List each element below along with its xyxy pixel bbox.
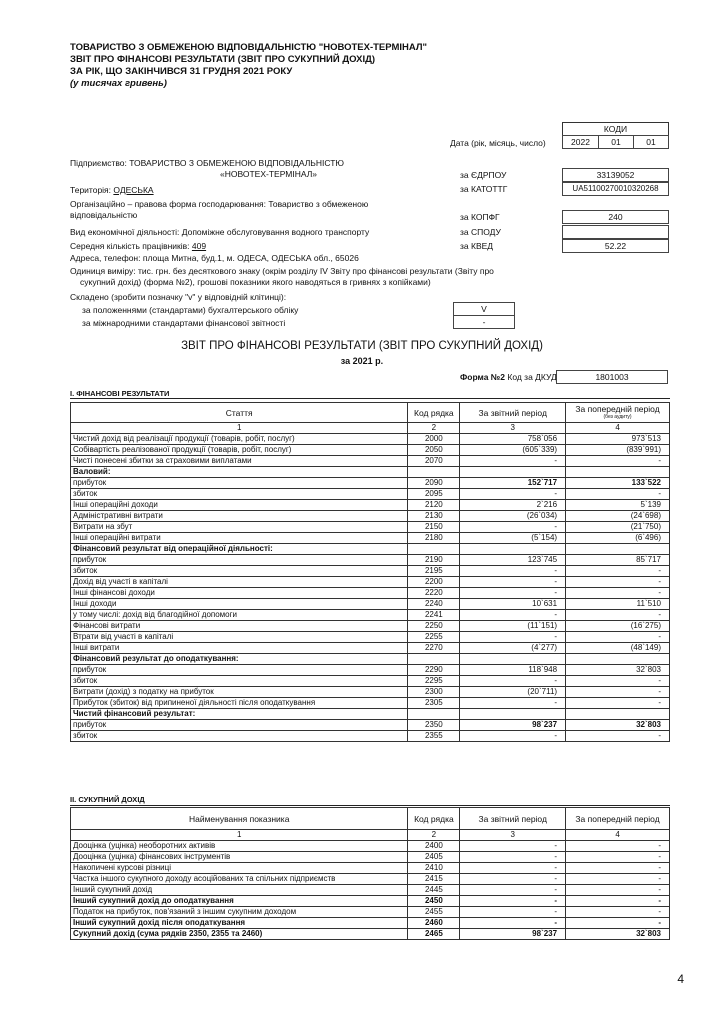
table-row	[71, 621, 670, 632]
spodu-label: за СПОДУ	[460, 227, 501, 237]
table-row	[71, 709, 670, 720]
row-previous-value: (48`149)	[566, 643, 670, 654]
unit-line	[70, 266, 494, 287]
territory-label: Територія:	[70, 185, 114, 195]
row-code: 2450	[408, 896, 460, 907]
table-row	[71, 522, 670, 533]
row-label: Прибуток (збиток) від припиненої діяльності після оподаткування	[71, 698, 408, 709]
table-row	[71, 577, 670, 588]
row-previous-value: -	[566, 852, 670, 863]
row-current-value: (26`034)	[460, 511, 566, 522]
row-label: прибуток	[71, 555, 408, 566]
row-label: Витрати (дохід) з податку на прибуток	[71, 687, 408, 698]
date-label: Дата (рік, місяць, число)	[450, 138, 546, 148]
row-code: 2405	[408, 852, 460, 863]
col-number: 4	[566, 423, 670, 434]
row-label: Сукупний дохід (сума рядків 2350, 2355 та 2460)	[71, 929, 408, 940]
row-current-value: -	[460, 907, 566, 918]
table-row	[71, 654, 670, 665]
row-label: Інші операційні доходи	[71, 500, 408, 511]
comprehensive-income-table	[70, 807, 670, 940]
row-current-value: -	[460, 896, 566, 907]
row-previous-value: -	[566, 874, 670, 885]
row-previous-value: -	[566, 918, 670, 929]
row-current-value: 758`056	[460, 434, 566, 445]
row-previous-value: -	[566, 566, 670, 577]
col-number: 1	[71, 423, 408, 434]
row-code	[408, 467, 460, 478]
row-label: Інші фінансові доходи	[71, 588, 408, 599]
header-company: ТОВАРИСТВО З ОБМЕЖЕНОЮ ВІДПОВІДАЛЬНІСТЮ "НОВОТЕХ-ТЕРМІНАЛ"	[70, 42, 428, 53]
row-label: Інший сукупний дохід до оподаткування	[71, 896, 408, 907]
row-code: 2250	[408, 621, 460, 632]
katottg-code: UA51100270010320268	[562, 182, 669, 196]
header-report-title: ЗВІТ ПРО ФІНАНСОВІ РЕЗУЛЬТАТИ (ЗВІТ ПРО СУКУПНИЙ ДОХІД)	[70, 54, 376, 65]
row-code: 2410	[408, 863, 460, 874]
table-row	[71, 478, 670, 489]
row-label: збиток	[71, 489, 408, 500]
row-previous-value	[566, 709, 670, 720]
table-row	[71, 896, 670, 907]
financial-results-table	[70, 402, 670, 742]
table-row	[71, 852, 670, 863]
row-code: 2455	[408, 907, 460, 918]
col-header-code: Код рядка	[408, 808, 460, 830]
row-code: 2180	[408, 533, 460, 544]
employees-line	[70, 241, 206, 252]
row-previous-value: -	[566, 907, 670, 918]
kved-code: 52.22	[562, 239, 669, 253]
row-label: Інший сукупний дохід	[71, 885, 408, 896]
row-current-value: -	[460, 577, 566, 588]
form-label	[460, 372, 557, 382]
row-code: 2460	[408, 918, 460, 929]
row-previous-value: -	[566, 885, 670, 896]
table-row	[71, 643, 670, 654]
col-header-previous-label: За попередній період	[575, 404, 660, 414]
table-row	[71, 676, 670, 687]
row-previous-value: 32`803	[566, 665, 670, 676]
row-current-value: 10`631	[460, 599, 566, 610]
header-units: (у тисячах гривень)	[70, 78, 167, 89]
row-label: Фінансовий результат від операційної діяльності:	[71, 544, 408, 555]
row-previous-value: -	[566, 841, 670, 852]
form-number: Форма №2	[460, 372, 505, 382]
row-current-value: (605`339)	[460, 445, 566, 456]
table-row	[71, 500, 670, 511]
col-header-code: Код рядка	[408, 403, 460, 423]
row-code: 2120	[408, 500, 460, 511]
table-row	[71, 687, 670, 698]
row-label: Інший сукупний дохід після оподаткування	[71, 918, 408, 929]
row-current-value	[460, 709, 566, 720]
col-header-current: За звітний період	[460, 403, 566, 423]
table-row	[71, 511, 670, 522]
row-label: Фінансові витрати	[71, 621, 408, 632]
row-previous-value: (6`496)	[566, 533, 670, 544]
row-current-value: (4`277)	[460, 643, 566, 654]
row-code: 2415	[408, 874, 460, 885]
row-previous-value: -	[566, 588, 670, 599]
table-row	[71, 907, 670, 918]
row-current-value: -	[460, 632, 566, 643]
enterprise-name-2: «НОВОТЕХ-ТЕРМІНАЛ»	[220, 168, 318, 179]
row-current-value: 98`237	[460, 929, 566, 940]
row-label: Чистий дохід від реалізації продукції (товарів, робіт, послуг)	[71, 434, 408, 445]
territory-value: ОДЕСЬКА	[113, 185, 154, 195]
row-label: Фінансовий результат до оподаткування:	[71, 654, 408, 665]
document-header	[70, 42, 427, 90]
col-number: 2	[408, 423, 460, 434]
codes-title: КОДИ	[562, 122, 669, 136]
row-current-value: -	[460, 731, 566, 742]
row-code: 2240	[408, 599, 460, 610]
row-current-value: -	[460, 566, 566, 577]
table-row	[71, 929, 670, 940]
form-dkud-label: Код за ДКУД	[505, 372, 557, 382]
national-standards: за положеннями (стандартами) бухгалтерського обліку	[82, 305, 299, 315]
row-label: Накопичені курсові різниці	[71, 863, 408, 874]
row-code: 2195	[408, 566, 460, 577]
row-current-value: -	[460, 885, 566, 896]
row-current-value: 123`745	[460, 555, 566, 566]
org-form: Організаційно – правова форма господарювання: Товариство з обмеженою	[70, 199, 369, 209]
col-header-previous	[566, 403, 670, 423]
kved-label: за КВЕД	[460, 241, 494, 251]
row-label: збиток	[71, 566, 408, 577]
unit-text: Одиниця виміру: тис. грн. без десяткового знаку (окрім розділу IV Звіту про фінансові результати (Звіту про	[70, 266, 494, 276]
row-current-value: -	[460, 841, 566, 852]
row-label: Чистий фінансовий результат:	[71, 709, 408, 720]
row-label: Чисті понесені збитки за страховими виплатами	[71, 456, 408, 467]
address-line: Адреса, телефон: площа Митна, буд.1, м. ОДЕСА, ОДЕСЬКА обл., 65026	[70, 253, 359, 263]
row-current-value: (20`711)	[460, 687, 566, 698]
row-previous-value: -	[566, 610, 670, 621]
table-row	[71, 863, 670, 874]
table-row	[71, 841, 670, 852]
row-label: збиток	[71, 676, 408, 687]
row-current-value: (11`151)	[460, 621, 566, 632]
row-label: Податок на прибуток, пов'язаний з іншим сукупним доходом	[71, 907, 408, 918]
row-label: Валовий:	[71, 467, 408, 478]
row-current-value: -	[460, 863, 566, 874]
col-number: 4	[566, 830, 670, 841]
activity-line: Вид економічної діяльності: Допоміжне обслуговування водного транспорту	[70, 227, 370, 237]
row-previous-value: 5`139	[566, 500, 670, 511]
spodu-code	[562, 225, 669, 239]
row-current-value: -	[460, 676, 566, 687]
row-code: 2290	[408, 665, 460, 676]
row-previous-value: 32`803	[566, 720, 670, 731]
row-current-value: -	[460, 698, 566, 709]
col-header-current: За звітний період	[460, 808, 566, 830]
row-previous-value: -	[566, 896, 670, 907]
row-previous-value	[566, 467, 670, 478]
row-current-value: 2`216	[460, 500, 566, 511]
table-row	[71, 610, 670, 621]
col-header-item: Стаття	[71, 403, 408, 423]
col-number: 3	[460, 830, 566, 841]
report-title: ЗВІТ ПРО ФІНАНСОВІ РЕЗУЛЬТАТИ (ЗВІТ ПРО СУКУПНИЙ ДОХІД)	[181, 340, 543, 352]
row-previous-value: (21`750)	[566, 522, 670, 533]
row-code: 2465	[408, 929, 460, 940]
col-header-previous-note: (без аудиту)	[603, 414, 632, 420]
table-row	[71, 731, 670, 742]
org-form-2: відповідальністю	[70, 209, 138, 220]
row-label: Дооцінка (уцінка) необоротних активів	[71, 841, 408, 852]
row-label: збиток	[71, 731, 408, 742]
row-previous-value: -	[566, 863, 670, 874]
international-standards-mark: -	[453, 315, 515, 329]
row-current-value	[460, 467, 566, 478]
row-label: Інші операційні витрати	[71, 533, 408, 544]
row-current-value: -	[460, 874, 566, 885]
date-year: 2022	[562, 135, 599, 149]
table-row	[71, 566, 670, 577]
row-current-value: -	[460, 918, 566, 929]
row-code: 2241	[408, 610, 460, 621]
kopfg-label: за КОПФГ	[460, 212, 500, 222]
row-previous-value: -	[566, 456, 670, 467]
row-code: 2255	[408, 632, 460, 643]
row-current-value: 98`237	[460, 720, 566, 731]
date-day: 01	[633, 135, 669, 149]
row-previous-value: (839`991)	[566, 445, 670, 456]
section1-divider	[70, 398, 670, 399]
edrpou-label: за ЄДРПОУ	[460, 170, 507, 180]
table-row	[71, 555, 670, 566]
row-previous-value	[566, 544, 670, 555]
employees-value: 409	[191, 241, 207, 251]
table-row	[71, 874, 670, 885]
row-current-value	[460, 654, 566, 665]
row-code: 2445	[408, 885, 460, 896]
row-code: 2200	[408, 577, 460, 588]
row-code	[408, 544, 460, 555]
row-label: Собівартість реалізованої продукції (товарів, робіт, послуг)	[71, 445, 408, 456]
table-row	[71, 720, 670, 731]
row-previous-value: -	[566, 489, 670, 500]
section2-divider	[70, 805, 670, 806]
header-period: ЗА РІК, ЩО ЗАКІНЧИВСЯ 31 ГРУДНЯ 2021 РОКУ	[70, 66, 293, 77]
row-previous-value: 85`717	[566, 555, 670, 566]
row-current-value: (5`154)	[460, 533, 566, 544]
table-row	[71, 533, 670, 544]
table-row	[71, 467, 670, 478]
table-row	[71, 445, 670, 456]
row-previous-value: -	[566, 687, 670, 698]
enterprise-name: Підприємство: ТОВАРИСТВО З ОБМЕЖЕНОЮ ВІДПОВІДАЛЬНІСТЮ	[70, 158, 344, 168]
kopfg-code: 240	[562, 210, 669, 224]
row-label: Частка іншого сукупного доходу асоційованих та спільних підприємств	[71, 874, 408, 885]
row-label: Інші витрати	[71, 643, 408, 654]
row-code: 2150	[408, 522, 460, 533]
table-row	[71, 456, 670, 467]
table-row	[71, 918, 670, 929]
row-code: 2050	[408, 445, 460, 456]
row-previous-value: 11`510	[566, 599, 670, 610]
row-code: 2355	[408, 731, 460, 742]
row-current-value: -	[460, 522, 566, 533]
row-current-value	[460, 544, 566, 555]
row-code: 2350	[408, 720, 460, 731]
row-current-value: -	[460, 456, 566, 467]
row-current-value: -	[460, 489, 566, 500]
row-label: прибуток	[71, 478, 408, 489]
row-current-value: -	[460, 588, 566, 599]
row-code: 2295	[408, 676, 460, 687]
row-code: 2300	[408, 687, 460, 698]
org-form-line	[70, 199, 368, 220]
row-code: 2305	[408, 698, 460, 709]
territory-line	[70, 185, 154, 196]
row-code: 2070	[408, 456, 460, 467]
row-code: 2190	[408, 555, 460, 566]
row-label: Витрати на збут	[71, 522, 408, 533]
enterprise-line	[70, 158, 344, 179]
row-previous-value: (24`698)	[566, 511, 670, 522]
form-code: 1801003	[556, 370, 668, 384]
row-label: Адміністративні витрати	[71, 511, 408, 522]
compiled-line: Складено (зробити позначку "v" у відповідній клітинці):	[70, 292, 287, 302]
row-label: Інші доходи	[71, 599, 408, 610]
table-row	[71, 599, 670, 610]
row-previous-value: 32`803	[566, 929, 670, 940]
unit-text-2: сукупний дохід) (форма №2), грошові показники якого наводяться в гривнях з копійками)	[80, 276, 431, 287]
row-code: 2270	[408, 643, 460, 654]
row-previous-value: -	[566, 676, 670, 687]
table-row	[71, 588, 670, 599]
table-row	[71, 665, 670, 676]
row-label: Дохід від участі в капіталі	[71, 577, 408, 588]
row-code: 2090	[408, 478, 460, 489]
row-label: прибуток	[71, 665, 408, 676]
col-number: 1	[71, 830, 408, 841]
row-code: 2220	[408, 588, 460, 599]
row-previous-value: -	[566, 577, 670, 588]
row-previous-value: 133`522	[566, 478, 670, 489]
section1-title: I. ФІНАНСОВІ РЕЗУЛЬТАТИ	[70, 389, 170, 398]
row-code: 2400	[408, 841, 460, 852]
col-header-indicator: Найменування показника	[71, 808, 408, 830]
row-previous-value: -	[566, 632, 670, 643]
national-standards-mark: V	[453, 302, 515, 316]
row-previous-value: (16`275)	[566, 621, 670, 632]
row-previous-value	[566, 654, 670, 665]
page-number: 4	[677, 972, 684, 986]
table-row	[71, 489, 670, 500]
international-standards: за міжнародними стандартами фінансової звітності	[82, 318, 286, 328]
table-row	[71, 434, 670, 445]
table-row	[71, 698, 670, 709]
row-current-value: 152`717	[460, 478, 566, 489]
row-current-value: 118`948	[460, 665, 566, 676]
table-row	[71, 632, 670, 643]
katottg-label: за КАТОТТГ	[460, 184, 508, 194]
row-code	[408, 654, 460, 665]
row-label: Дооцінка (уцінка) фінансових інструментів	[71, 852, 408, 863]
table-row	[71, 885, 670, 896]
edrpou-code: 33139052	[562, 168, 669, 182]
row-label: прибуток	[71, 720, 408, 731]
row-label: у тому числі: дохід від благодійної допомоги	[71, 610, 408, 621]
row-code: 2000	[408, 434, 460, 445]
row-code: 2130	[408, 511, 460, 522]
row-code	[408, 709, 460, 720]
table-row	[71, 544, 670, 555]
row-current-value: -	[460, 852, 566, 863]
row-current-value: -	[460, 610, 566, 621]
col-number: 3	[460, 423, 566, 434]
date-month: 01	[598, 135, 634, 149]
row-previous-value: 973`513	[566, 434, 670, 445]
col-header-previous: За попередній період	[566, 808, 670, 830]
row-previous-value: -	[566, 698, 670, 709]
section2-title: II. СУКУПНИЙ ДОХІД	[70, 795, 145, 804]
employees-label: Середня кількість працівників:	[70, 241, 192, 251]
report-period: за 2021 р.	[340, 356, 384, 366]
row-code: 2095	[408, 489, 460, 500]
row-label: Втрати від участі в капіталі	[71, 632, 408, 643]
col-number: 2	[408, 830, 460, 841]
row-previous-value: -	[566, 731, 670, 742]
